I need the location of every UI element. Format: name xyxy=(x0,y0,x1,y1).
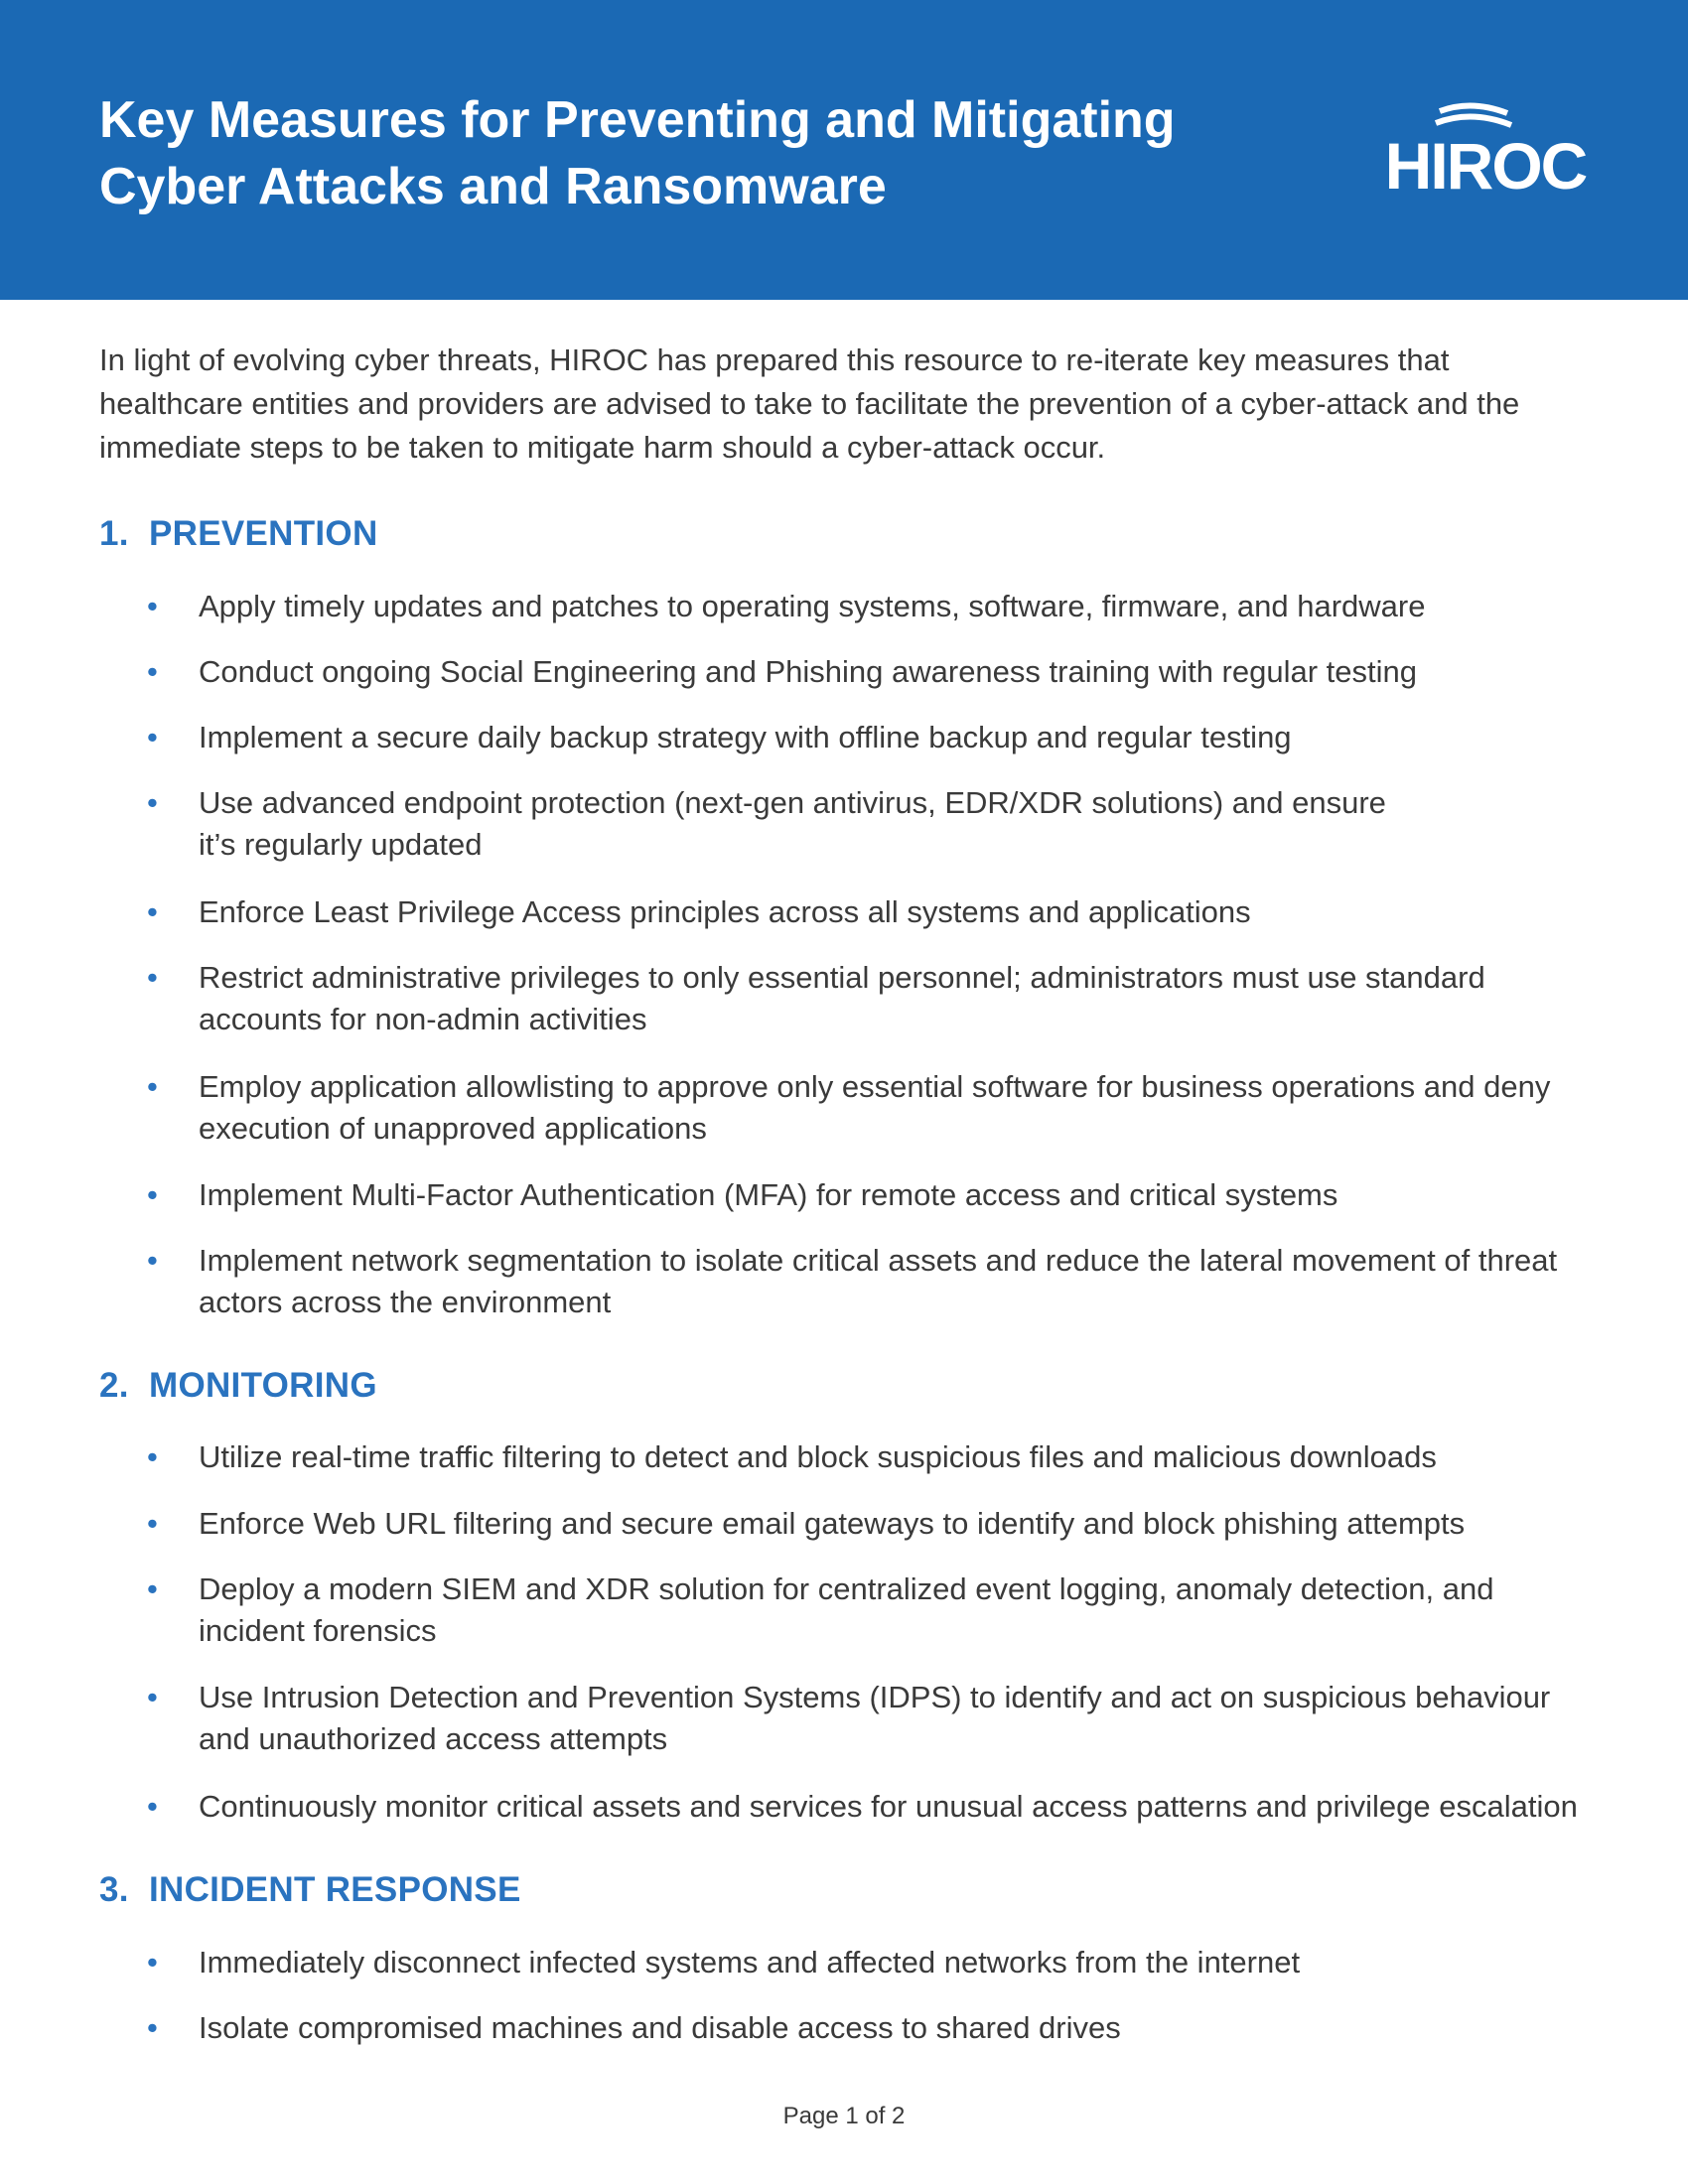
list-item-text: Conduct ongoing Social Engineering and Phishing awareness training with regular testing xyxy=(199,654,1417,689)
list-item-text: Deploy a modern SIEM and XDR solution for centralized event logging, anomaly detection, and incident forensics xyxy=(199,1571,1494,1648)
list-item-text: Enforce Web URL filtering and secure email gateways to identify and block phishing attempts xyxy=(199,1506,1466,1541)
section-number: 3. xyxy=(99,1870,129,1909)
bullet-icon: • xyxy=(147,1789,158,1824)
bullet-icon: • xyxy=(147,720,158,754)
document-title xyxy=(99,87,1241,220)
section-title: MONITORING xyxy=(149,1366,377,1405)
bullet-icon: • xyxy=(147,1243,158,1278)
bullet-icon: • xyxy=(147,785,158,820)
logo-wordmark: HIROC xyxy=(1384,129,1587,197)
list-item-text: Enforce Least Privilege Access principles across all systems and applications xyxy=(199,894,1251,929)
logo-arch-2 xyxy=(1436,116,1511,125)
bullet-icon: • xyxy=(147,589,158,623)
title-line-2: Cyber Attacks and Ransomware xyxy=(99,158,887,215)
section-heading-prevention xyxy=(99,514,1092,554)
title-line-1: Key Measures for Preventing and Mitigating xyxy=(99,91,1176,149)
bullet-icon: • xyxy=(147,1571,158,1606)
bullet-icon: • xyxy=(147,1439,158,1474)
list-item-text: Utilize real-time traffic filtering to detect and block suspicious files and malicious downloads xyxy=(199,1439,1437,1474)
section-heading-monitoring xyxy=(99,1366,1092,1406)
list-item-text: Continuously monitor critical assets and services for unusual access patterns and privilege escalation xyxy=(199,1789,1578,1824)
list-item-text: Implement a secure daily backup strategy with offline backup and regular testing xyxy=(199,720,1292,754)
page-number: Page 1 of 2 xyxy=(782,2103,906,2129)
intro-paragraph xyxy=(99,339,1609,470)
section-number: 1. xyxy=(99,514,129,553)
bullet-icon: • xyxy=(147,1506,158,1541)
bullet-icon: • xyxy=(147,1680,158,1714)
list-item-text: Employ application allowlisting to approve only essential software for business operations and deny execution of unapproved applications xyxy=(199,1069,1551,1146)
bullet-icon: • xyxy=(147,1177,158,1212)
list-item-text: Implement Multi-Factor Authentication (MFA) for remote access and critical systems xyxy=(199,1177,1338,1212)
intro-line: In light of evolving cyber threats, HIROC has prepared this resource to re-iterate key measures that xyxy=(99,342,1450,377)
section-number: 2. xyxy=(99,1366,129,1405)
section-title: PREVENTION xyxy=(149,514,378,553)
list-item-text: Implement network segmentation to isolate critical assets and reduce the lateral movement of threat actors across the environment xyxy=(199,1243,1558,1319)
list-item-text: Apply timely updates and patches to operating systems, software, firmware, and hardware xyxy=(199,589,1426,623)
bullet-icon: • xyxy=(147,2010,158,2045)
list-item-text: Isolate compromised machines and disable access to shared drives xyxy=(199,2010,1121,2045)
section-heading-incident-response xyxy=(99,1870,1092,1910)
bullet-icon: • xyxy=(147,1945,158,1979)
bullet-icon: • xyxy=(147,1069,158,1104)
list-item-text: Use advanced endpoint protection (next-gen antivirus, EDR/XDR solutions) and ensure it’s regularly updated xyxy=(199,785,1386,862)
header-band xyxy=(0,0,1688,300)
section-title: INCIDENT RESPONSE xyxy=(149,1870,521,1909)
bullet-icon: • xyxy=(147,654,158,689)
list-item-text: Use Intrusion Detection and Prevention Systems (IDPS) to identify and act on suspicious behaviour and unauthorized access attempts xyxy=(199,1680,1551,1756)
bullet-icon: • xyxy=(147,894,158,929)
hiroc-logo xyxy=(1380,101,1591,197)
list-item-text: Immediately disconnect infected systems and affected networks from the internet xyxy=(199,1945,1301,1979)
intro-line: immediate steps to be taken to mitigate harm should a cyber-attack occur. xyxy=(99,430,1106,465)
logo-arch-1 xyxy=(1440,105,1507,113)
intro-line: healthcare entities and providers are advised to take to facilitate the prevention of a cyber-attack and the xyxy=(99,386,1520,421)
list-item-text: Restrict administrative privileges to only essential personnel; administrators must use standard accounts for non-admin activities xyxy=(199,960,1485,1036)
bullet-icon: • xyxy=(147,960,158,995)
